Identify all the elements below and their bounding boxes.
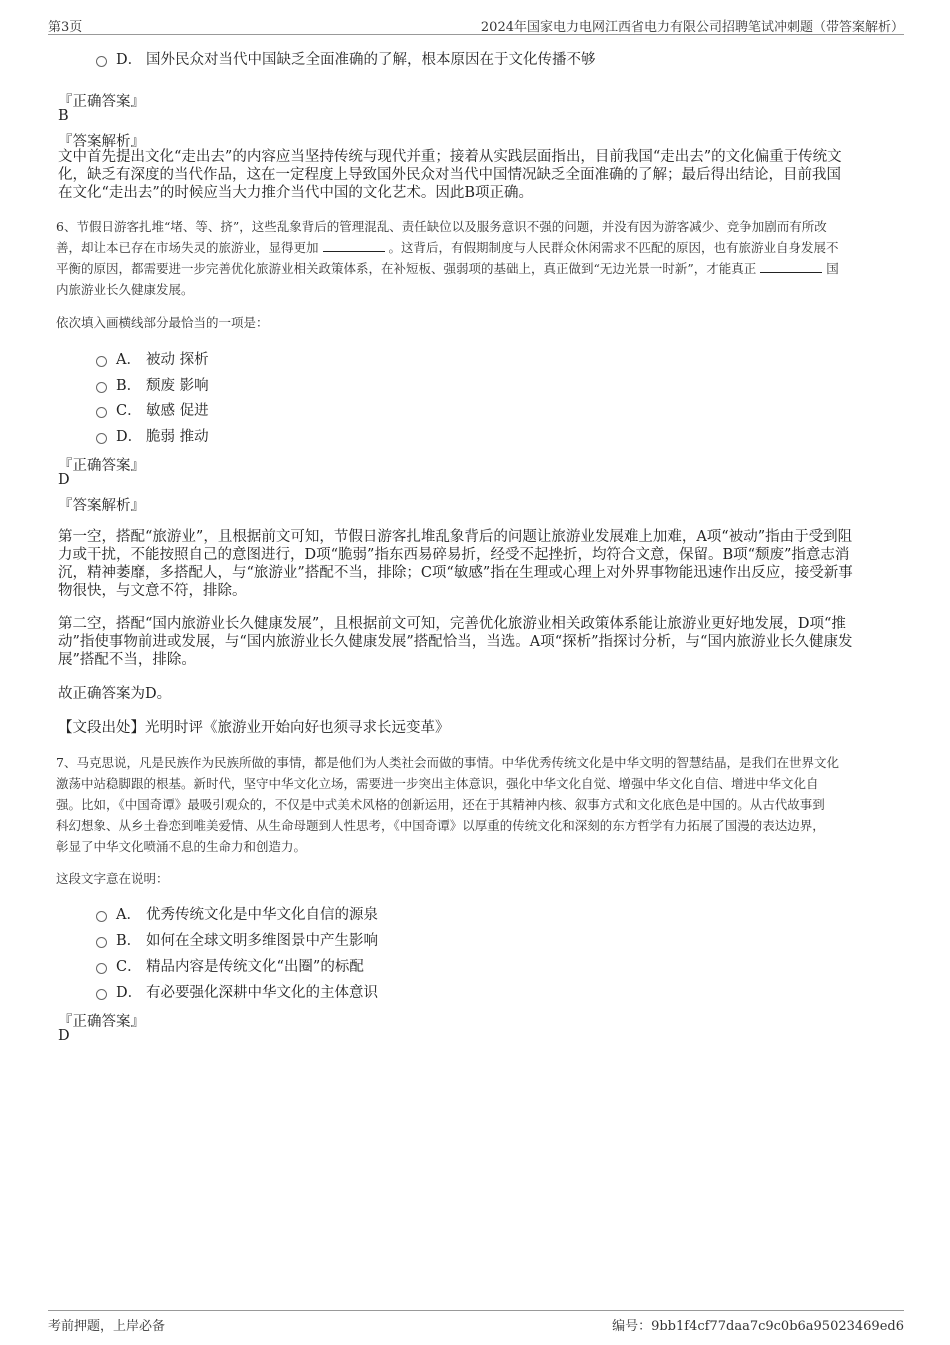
option-text: 精品内容是传统文化“出圈”的标配 xyxy=(146,959,364,975)
q6-analysis-paragraph-1 xyxy=(58,528,888,600)
q5-answer-label: 『正确答案』 xyxy=(58,94,145,110)
analysis-line: 力或干扰，不能按照自己的意图进行，D项“脆弱”指东西易碎易折，经受不起挫折，均符合文意，保留。B项“颓废”指意志消 xyxy=(58,547,850,563)
stem-text: 。这背后，有假期制度与人民群众休闲需求不匹配的原因，也有旅游业自身发展不 xyxy=(388,240,839,255)
option-letter: D． xyxy=(116,429,143,445)
radio-icon[interactable] xyxy=(96,382,107,393)
option-letter: A． xyxy=(116,352,141,368)
radio-icon[interactable] xyxy=(96,356,107,367)
option-text: 有必要强化深耕中华文化的主体意识 xyxy=(146,985,378,1001)
stem-text: 善，却让本已存在市场失灵的旅游业，显得更加 xyxy=(56,240,319,255)
option-text: 国外民众对当代中国缺乏全面准确的了解，根本原因在于文化传播不够 xyxy=(146,52,596,68)
radio-icon[interactable] xyxy=(96,963,107,974)
stem-line: 强。比如，《中国奇谭》最吸引观众的，不仅是中式美术风格的创新运用，还在于其精神内核、叙事方式和文化底色是中国的。从古代故事到 xyxy=(56,797,825,812)
stem-text: 平衡的原因，都需要进一步完善优化旅游业相关政策体系，在补短板、强弱项的基础上，真正做到“无边光景一时新”，才能真正 xyxy=(56,261,757,276)
q6-answer: D xyxy=(58,472,70,488)
option-letter: B． xyxy=(116,933,142,949)
q6-prompt: 依次填入画横线部分最恰当的一项是： xyxy=(56,315,269,330)
document-serial: 编号：9bb1f4cf77daa7c9c0b6a95023469ed6 xyxy=(612,1319,904,1334)
radio-icon[interactable] xyxy=(96,407,107,418)
q7-stem xyxy=(56,752,892,857)
q5-analysis xyxy=(58,148,888,202)
q7-option-b[interactable] xyxy=(96,929,378,950)
q7-answer-label: 『正确答案』 xyxy=(58,1014,145,1030)
option-letter: D． xyxy=(116,985,143,1001)
analysis-line: 物很快，与文意不符，排除。 xyxy=(58,583,247,599)
option-text: 如何在全球文明多维图景中产生影响 xyxy=(146,933,378,949)
q5-answer: B xyxy=(58,108,69,124)
q7-answer: D xyxy=(58,1028,70,1044)
option-text: 颓废 影响 xyxy=(146,378,209,394)
radio-icon[interactable] xyxy=(96,911,107,922)
analysis-line: 动”指使事物前进或发展，与“国内旅游业长久健康发展”搭配恰当，当选。A项“探析”指探讨分析，与“国内旅游业长久健康发 xyxy=(58,634,853,650)
analysis-line: 化，缺乏有深度的当代作品，这在一定程度上导致国外民众对当代中国情况缺乏全面准确的了解；最后得出结论，目前我国 xyxy=(58,167,841,183)
q7-option-a[interactable] xyxy=(96,903,378,924)
radio-icon[interactable] xyxy=(96,433,107,444)
analysis-line: 文中首先提出文化“走出去”的内容应当坚持传统与现代并重；接着从实践层面指出，目前我国“走出去”的文化偏重于传统文 xyxy=(58,149,842,165)
q6-analysis-paragraph-2 xyxy=(58,615,888,669)
stem-line: 科幻想象、从乡土眷恋到唯美爱情、从生命母题到人性思考，《中国奇谭》以厚重的传统文化和深刻的东方哲学有力拓展了国漫的表达边界， xyxy=(56,818,825,833)
q6-analysis-label: 『答案解析』 xyxy=(58,498,145,514)
option-text: 敏感 促进 xyxy=(146,403,209,419)
blank-1 xyxy=(323,239,385,252)
q7-option-d[interactable] xyxy=(96,981,378,1002)
q5-analysis-label: 『答案解析』 xyxy=(58,134,145,150)
q7-prompt: 这段文字意在说明： xyxy=(56,871,169,886)
analysis-line: 展”搭配不当，排除。 xyxy=(58,652,196,668)
option-letter: B． xyxy=(116,378,142,394)
q6-stem xyxy=(56,216,892,300)
q6-option-d[interactable] xyxy=(96,425,209,446)
option-text: 优秀传统文化是中华文化自信的源泉 xyxy=(146,907,378,923)
stem-line: 内旅游业长久健康发展。 xyxy=(56,282,194,297)
option-letter: A． xyxy=(116,907,141,923)
page-footer xyxy=(48,1310,904,1335)
option-text: 被动 探析 xyxy=(146,352,209,368)
page-header xyxy=(48,14,904,35)
stem-line xyxy=(56,258,892,279)
option-letter: C． xyxy=(116,959,142,975)
stem-line: 7、马克思说，凡是民族作为民族所做的事情，都是他们为人类社会而做的事情。中华优秀传统文化是中华文明的智慧结晶，是我们在世界文化 xyxy=(56,755,839,770)
q6-answer-label: 『正确答案』 xyxy=(58,458,145,474)
radio-icon[interactable] xyxy=(96,989,107,1000)
q7-option-c[interactable] xyxy=(96,955,364,976)
radio-icon[interactable] xyxy=(96,56,107,67)
q6-option-a[interactable] xyxy=(96,348,209,369)
document-title: 2024年国家电力电网江西省电力有限公司招聘笔试冲刺题（带答案解析） xyxy=(480,20,904,35)
q6-source: 【文段出处】光明时评《旅游业开始向好也须寻求长远变革》 xyxy=(58,720,450,736)
analysis-line: 沉，精神萎靡，多搭配人，与“旅游业”搭配不当，排除；C项“敏感”指在生理或心理上对外界事物能迅速作出反应，接受新事 xyxy=(58,565,853,581)
analysis-line: 第二空，搭配“国内旅游业长久健康发展”，且根据前文可知，完善优化旅游业相关政策体系能让旅游业更好地发展，D项“推 xyxy=(58,616,846,632)
q6-conclusion: 故正确答案为D。 xyxy=(58,686,172,702)
page-number: 第3页 xyxy=(48,20,83,35)
stem-line xyxy=(56,237,892,258)
option-letter: D． xyxy=(116,52,143,68)
q6-option-c[interactable] xyxy=(96,399,209,420)
q5-option-d[interactable] xyxy=(96,48,596,69)
option-text: 脆弱 推动 xyxy=(146,429,209,445)
stem-line: 6、节假日游客扎堆“堵、等、挤”，这些乱象背后的管理混乱、责任缺位以及服务意识不强的问题，并没有因为游客减少、竞争加剧而有所改 xyxy=(56,219,827,234)
analysis-line: 在文化“走出去”的时候应当大力推介当代中国的文化艺术。因此B项正确。 xyxy=(58,185,533,201)
stem-text: 国 xyxy=(826,261,839,276)
footer-slogan: 考前押题，上岸必备 xyxy=(48,1319,166,1334)
q6-option-b[interactable] xyxy=(96,374,209,395)
stem-line: 彰显了中华文化喷涌不息的生命力和创造力。 xyxy=(56,839,307,854)
option-letter: C． xyxy=(116,403,142,419)
radio-icon[interactable] xyxy=(96,937,107,948)
blank-2 xyxy=(760,260,822,273)
stem-line: 激荡中站稳脚跟的根基。新时代，坚守中华文化立场，需要进一步突出主体意识，强化中华文化自觉、增强中华文化自信、增进中华文化自 xyxy=(56,776,819,791)
analysis-line: 第一空，搭配“旅游业”，且根据前文可知，节假日游客扎堆乱象背后的问题让旅游业发展难上加难，A项“被动”指由于受到阻 xyxy=(58,529,853,545)
